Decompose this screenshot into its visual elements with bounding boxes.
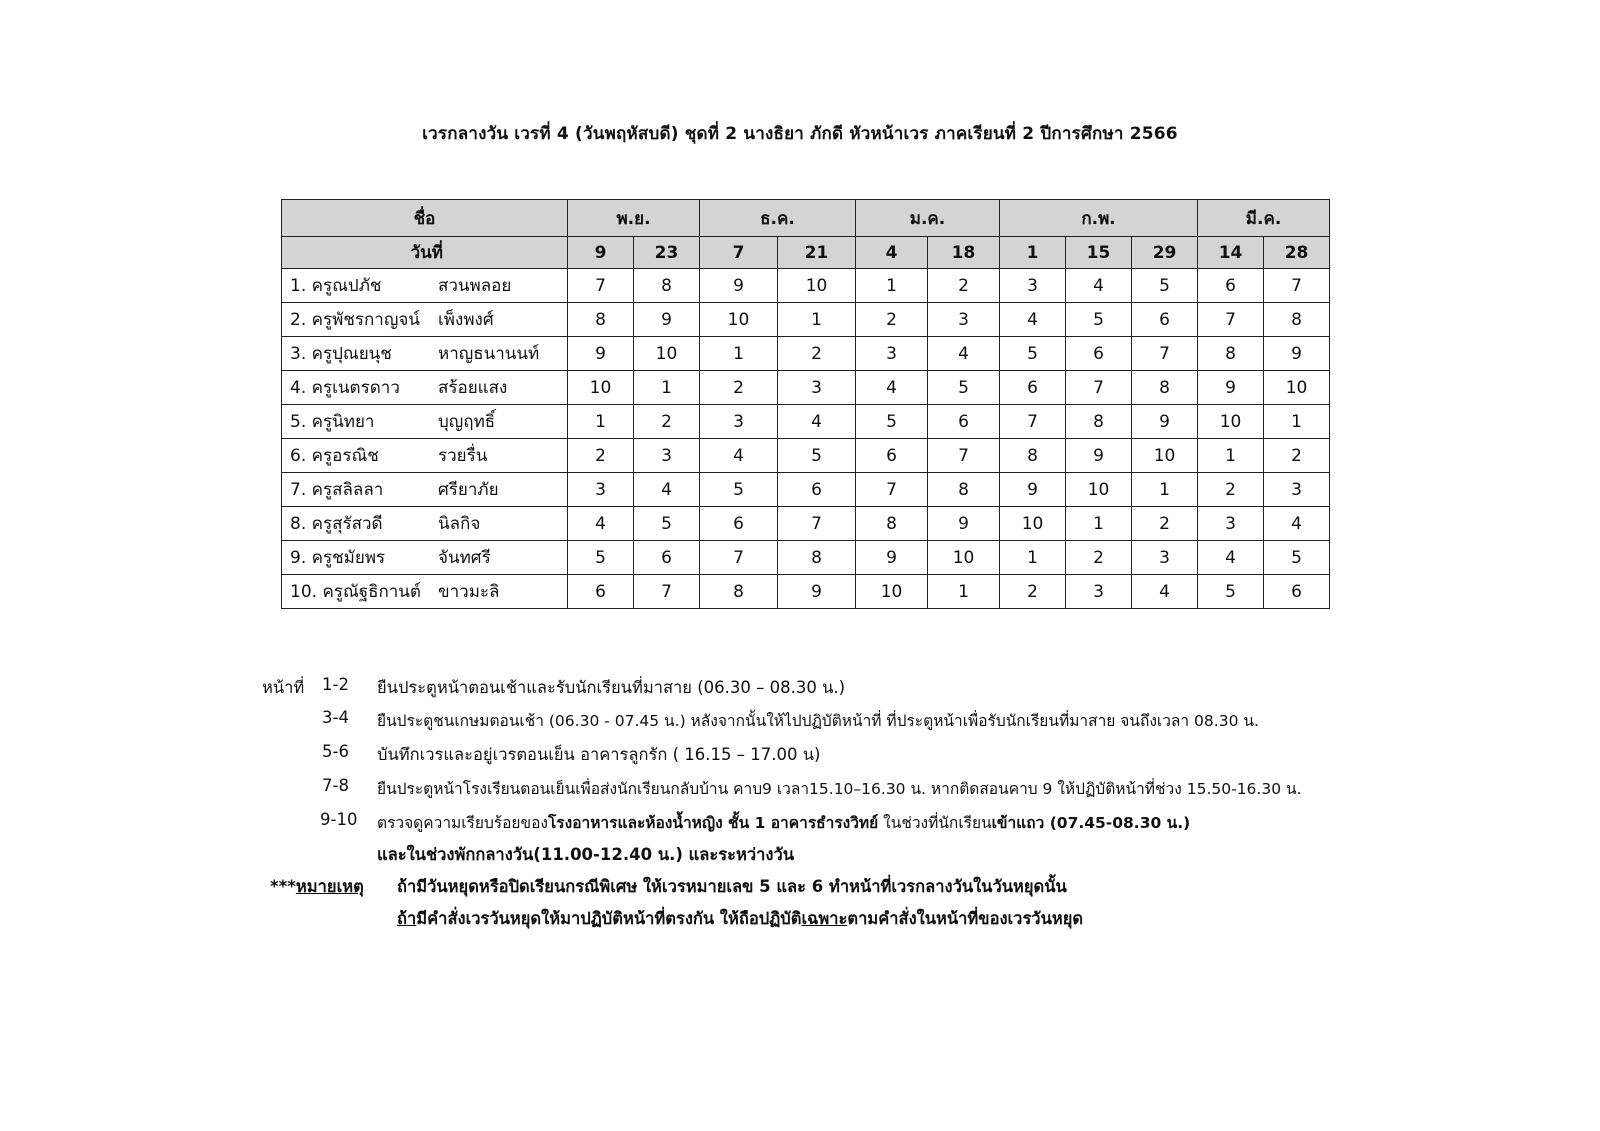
month-header: ธ.ค. bbox=[700, 200, 856, 237]
duty-number-cell: 2 bbox=[1000, 575, 1066, 609]
duty-number-cell: 2 bbox=[856, 303, 928, 337]
duty-number-cell: 10 bbox=[568, 371, 634, 405]
duty-text-part: ตรวจดูความเรียบร้อยของ bbox=[377, 814, 548, 832]
teacher-first-name: 2. ครูพัชรกาญจน์ bbox=[290, 310, 420, 330]
duty-number-cell: 10 bbox=[778, 269, 856, 303]
duty-time: เข้าแถว (07.45-08.30 น.) bbox=[991, 814, 1191, 832]
teacher-first-name: 6. ครูอรณิช bbox=[290, 446, 379, 466]
duty-number-cell: 1 bbox=[1198, 439, 1264, 473]
day-header: 15 bbox=[1066, 237, 1132, 269]
day-header: 21 bbox=[778, 237, 856, 269]
duty-number-cell: 5 bbox=[1198, 575, 1264, 609]
duty-number-cell: 4 bbox=[1198, 541, 1264, 575]
duty-number-cell: 3 bbox=[778, 371, 856, 405]
duty-number-cell: 10 bbox=[928, 541, 1000, 575]
duty-number-cell: 1 bbox=[1000, 541, 1066, 575]
duty-number-cell: 8 bbox=[568, 303, 634, 337]
duty-number-cell: 8 bbox=[778, 541, 856, 575]
duty-number-cell: 7 bbox=[856, 473, 928, 507]
duty-number-cell: 9 bbox=[1000, 473, 1066, 507]
day-header: 7 bbox=[700, 237, 778, 269]
duty-number-cell: 7 bbox=[928, 439, 1000, 473]
duty-number-cell: 9 bbox=[1066, 439, 1132, 473]
duty-text: ยืนประตูหน้าตอนเช้าและรับนักเรียนที่มาสาย (06.30 – 08.30 น.) bbox=[377, 678, 846, 697]
duty-number-cell: 3 bbox=[1000, 269, 1066, 303]
day-header: 1 bbox=[1000, 237, 1066, 269]
duty-number-cell: 5 bbox=[1000, 337, 1066, 371]
duty-number-cell: 6 bbox=[1066, 337, 1132, 371]
duty-number-cell: 10 bbox=[1132, 439, 1198, 473]
duty-number-cell: 7 bbox=[1000, 405, 1066, 439]
duty-number-cell: 6 bbox=[634, 541, 700, 575]
duty-number-cell: 2 bbox=[568, 439, 634, 473]
duty-number-cell: 3 bbox=[634, 439, 700, 473]
duty-number-cell: 3 bbox=[700, 405, 778, 439]
duty-number-cell: 9 bbox=[928, 507, 1000, 541]
duty-number-cell: 4 bbox=[778, 405, 856, 439]
remark-underlined: ถ้า bbox=[397, 909, 417, 928]
duty-number-cell: 2 bbox=[1264, 439, 1330, 473]
duty-number-cell: 7 bbox=[778, 507, 856, 541]
teacher-first-name: 3. ครูปุณยนุช bbox=[290, 344, 392, 364]
duty-number-cell: 7 bbox=[1198, 303, 1264, 337]
duty-number-cell: 3 bbox=[928, 303, 1000, 337]
duty-code: 1-2 bbox=[322, 675, 349, 694]
teacher-first-name: 5. ครูนิทยา bbox=[290, 412, 375, 432]
remark-part: ตามคำสั่งในหน้าที่ของเวรวันหยุด bbox=[847, 909, 1084, 928]
duty-number-cell: 9 bbox=[778, 575, 856, 609]
teacher-last-name: สร้อยแสง bbox=[438, 378, 508, 398]
duty-number-cell: 9 bbox=[634, 303, 700, 337]
duty-number-cell: 7 bbox=[1066, 371, 1132, 405]
duty-number-cell: 8 bbox=[700, 575, 778, 609]
duty-number-cell: 7 bbox=[700, 541, 778, 575]
duty-text: ยืนประตูชนเกษมตอนเช้า (06.30 - 07.45 น.) หลังจากนั้นให้ไปปฏิบัติหน้าที่ ที่ประตูหน้าเพื่อรับนักเรียนที่มาสาย จนถึงเวลา 08.30 น. bbox=[377, 712, 1259, 730]
duty-number-cell: 10 bbox=[700, 303, 778, 337]
duty-number-cell: 10 bbox=[634, 337, 700, 371]
remark-line bbox=[270, 874, 364, 900]
duty-number-cell: 6 bbox=[700, 507, 778, 541]
duty-location: โรงอาหารและห้องน้ำหญิง ชั้น 1 อาคารธำรงวิทย์ bbox=[547, 814, 879, 832]
duty-number-cell: 10 bbox=[1198, 405, 1264, 439]
teacher-first-name: 7. ครูสลิลลา bbox=[290, 480, 384, 500]
remark-text bbox=[397, 874, 1067, 900]
duty-number-cell: 5 bbox=[568, 541, 634, 575]
duty-text: ยืนประตูหน้าโรงเรียนตอนเย็นเพื่อส่งนักเรียนกลับบ้าน คาบ9 เวลา15.10–16.30 น. หากติดสอนคาบ 9 ให้ปฏิบัติหน้าที่ช่วง 15.50-16.30 น. bbox=[377, 780, 1302, 798]
day-column-header: วันที่ bbox=[282, 237, 568, 269]
duty-number-cell: 2 bbox=[1132, 507, 1198, 541]
duty-number-cell: 5 bbox=[634, 507, 700, 541]
remark-text-line2 bbox=[397, 906, 1083, 932]
teacher-last-name: รวยรื่น bbox=[438, 446, 488, 466]
duty-number-cell: 2 bbox=[1198, 473, 1264, 507]
duty-number-cell: 8 bbox=[634, 269, 700, 303]
teacher-last-name: นิลกิจ bbox=[438, 514, 481, 534]
duty-number-cell: 10 bbox=[1264, 371, 1330, 405]
month-header: ก.พ. bbox=[1000, 200, 1198, 237]
duty-number-cell: 8 bbox=[1198, 337, 1264, 371]
remark-label: หมายเหตุ bbox=[295, 877, 364, 896]
month-header: ม.ค. bbox=[856, 200, 1000, 237]
remark-part: มีคำสั่งเวรวันหยุดให้มาปฏิบัติหน้าที่ตรงกัน ให้ถือปฏิบัติ bbox=[416, 909, 802, 928]
duty-number-cell: 1 bbox=[634, 371, 700, 405]
duty-number-cell: 6 bbox=[1132, 303, 1198, 337]
duty-number-cell: 8 bbox=[928, 473, 1000, 507]
duty-number-cell: 7 bbox=[1132, 337, 1198, 371]
duty-number-cell: 9 bbox=[856, 541, 928, 575]
duty-number-cell: 3 bbox=[1264, 473, 1330, 507]
duty-label: หน้าที่ bbox=[262, 678, 305, 697]
duty-number-cell: 9 bbox=[1132, 405, 1198, 439]
duty-number-cell: 4 bbox=[856, 371, 928, 405]
duty-number-cell: 5 bbox=[1066, 303, 1132, 337]
month-header: พ.ย. bbox=[568, 200, 700, 237]
page-title: เวรกลางวัน เวรที่ 4 (วันพฤหัสบดี) ชุดที่ 2 นางธิยา ภักดี หัวหน้าเวร ภาคเรียนที่ 2 ปีการศึกษา 2566 bbox=[422, 124, 1178, 144]
month-header: มี.ค. bbox=[1198, 200, 1330, 237]
duty-number-cell: 6 bbox=[1264, 575, 1330, 609]
day-header: 23 bbox=[634, 237, 700, 269]
duty-number-cell: 1 bbox=[568, 405, 634, 439]
teacher-first-name: 4. ครูเนตรดาว bbox=[290, 378, 400, 398]
duty-number-cell: 8 bbox=[1264, 303, 1330, 337]
duty-number-cell: 2 bbox=[634, 405, 700, 439]
teacher-last-name: ขาวมะลิ bbox=[438, 582, 500, 602]
duty-number-cell: 2 bbox=[1066, 541, 1132, 575]
duty-number-cell: 5 bbox=[1132, 269, 1198, 303]
duty-number-cell: 4 bbox=[634, 473, 700, 507]
teacher-last-name: ศรียาภัย bbox=[438, 480, 499, 500]
duty-number-cell: 10 bbox=[1066, 473, 1132, 507]
duty-number-cell: 1 bbox=[1066, 507, 1132, 541]
duty-code: 9-10 bbox=[320, 810, 358, 829]
duty-number-cell: 7 bbox=[568, 269, 634, 303]
remark-underlined: เฉพาะ bbox=[801, 909, 848, 928]
duty-number-cell: 6 bbox=[1198, 269, 1264, 303]
duty-number-cell: 1 bbox=[1132, 473, 1198, 507]
duty-number-cell: 1 bbox=[1264, 405, 1330, 439]
duty-number-cell: 5 bbox=[700, 473, 778, 507]
duty-number-cell: 5 bbox=[856, 405, 928, 439]
duty-number-cell: 7 bbox=[1264, 269, 1330, 303]
duty-text-line2 bbox=[377, 842, 794, 868]
duty-number-cell: 8 bbox=[1000, 439, 1066, 473]
duty-number-cell: 9 bbox=[568, 337, 634, 371]
remark-prefix: *** bbox=[270, 877, 296, 896]
duty-number-cell: 4 bbox=[1132, 575, 1198, 609]
duty-number-cell: 6 bbox=[856, 439, 928, 473]
duty-code: 7-8 bbox=[322, 776, 349, 795]
duty-number-cell: 1 bbox=[928, 575, 1000, 609]
duty-number-cell: 2 bbox=[700, 371, 778, 405]
duty-number-cell: 3 bbox=[1066, 575, 1132, 609]
day-header: 9 bbox=[568, 237, 634, 269]
teacher-first-name: 8. ครูสุรัสวดี bbox=[290, 514, 383, 534]
duty-number-cell: 3 bbox=[856, 337, 928, 371]
duty-number-cell: 4 bbox=[700, 439, 778, 473]
duty-number-cell: 6 bbox=[1000, 371, 1066, 405]
duty-number-cell: 2 bbox=[778, 337, 856, 371]
duty-text: บันทึกเวรและอยู่เวรตอนเย็น อาคารลูกรัก ( 16.15 – 17.00 น) bbox=[377, 745, 821, 764]
duty-number-cell: 9 bbox=[700, 269, 778, 303]
duty-number-cell: 4 bbox=[1000, 303, 1066, 337]
duty-number-cell: 5 bbox=[1264, 541, 1330, 575]
teacher-last-name: บุญฤทธิ์ bbox=[438, 412, 496, 432]
duty-code: 5-6 bbox=[322, 742, 349, 761]
duty-number-cell: 7 bbox=[634, 575, 700, 609]
duty-number-cell: 3 bbox=[568, 473, 634, 507]
duty-number-cell: 3 bbox=[1198, 507, 1264, 541]
teacher-last-name: เพ็งพงศ์ bbox=[438, 310, 494, 330]
duty-lunch-time: และในช่วงพักกลางวัน(11.00-12.40 น.) และระหว่างวัน bbox=[377, 845, 794, 864]
teacher-last-name: สวนพลอย bbox=[438, 276, 512, 296]
duty-number-cell: 4 bbox=[1264, 507, 1330, 541]
duty-number-cell: 5 bbox=[778, 439, 856, 473]
teacher-last-name: จันทศรี bbox=[438, 548, 491, 568]
duty-number-cell: 6 bbox=[778, 473, 856, 507]
duty-text bbox=[377, 810, 1190, 835]
day-header: 28 bbox=[1264, 237, 1330, 269]
day-header: 29 bbox=[1132, 237, 1198, 269]
day-header: 18 bbox=[928, 237, 1000, 269]
day-header: 14 bbox=[1198, 237, 1264, 269]
teacher-first-name: 9. ครูชมัยพร bbox=[290, 548, 386, 568]
duty-number-cell: 10 bbox=[1000, 507, 1066, 541]
day-header: 4 bbox=[856, 237, 928, 269]
teacher-last-name: หาญธนานนท์ bbox=[438, 344, 540, 364]
duty-number-cell: 8 bbox=[1066, 405, 1132, 439]
duty-number-cell: 8 bbox=[856, 507, 928, 541]
duty-number-cell: 1 bbox=[778, 303, 856, 337]
name-column-header: ชื่อ bbox=[282, 200, 568, 237]
teacher-first-name: 1. ครูณปภัช bbox=[290, 276, 382, 296]
duty-number-cell: 6 bbox=[568, 575, 634, 609]
teacher-first-name: 10. ครูณัฐธิกานต์ bbox=[290, 582, 421, 602]
duty-number-cell: 4 bbox=[568, 507, 634, 541]
duty-number-cell: 3 bbox=[1132, 541, 1198, 575]
duty-number-cell: 8 bbox=[1132, 371, 1198, 405]
duty-number-cell: 2 bbox=[928, 269, 1000, 303]
duty-number-cell: 4 bbox=[1066, 269, 1132, 303]
duty-number-cell: 1 bbox=[856, 269, 928, 303]
duty-code: 3-4 bbox=[322, 708, 349, 727]
duty-number-cell: 1 bbox=[700, 337, 778, 371]
duty-text-part: ในช่วงที่นักเรียน bbox=[878, 814, 992, 832]
duty-number-cell: 6 bbox=[928, 405, 1000, 439]
duty-number-cell: 9 bbox=[1264, 337, 1330, 371]
duty-number-cell: 9 bbox=[1198, 371, 1264, 405]
remark-line1: ถ้ามีวันหยุดหรือปิดเรียนกรณีพิเศษ ให้เวรหมายเลข 5 และ 6 ทำหน้าที่เวรกลางวันในวันหยุดนั้น bbox=[397, 877, 1067, 896]
duty-number-cell: 4 bbox=[928, 337, 1000, 371]
duty-number-cell: 10 bbox=[856, 575, 928, 609]
duty-number-cell: 5 bbox=[928, 371, 1000, 405]
